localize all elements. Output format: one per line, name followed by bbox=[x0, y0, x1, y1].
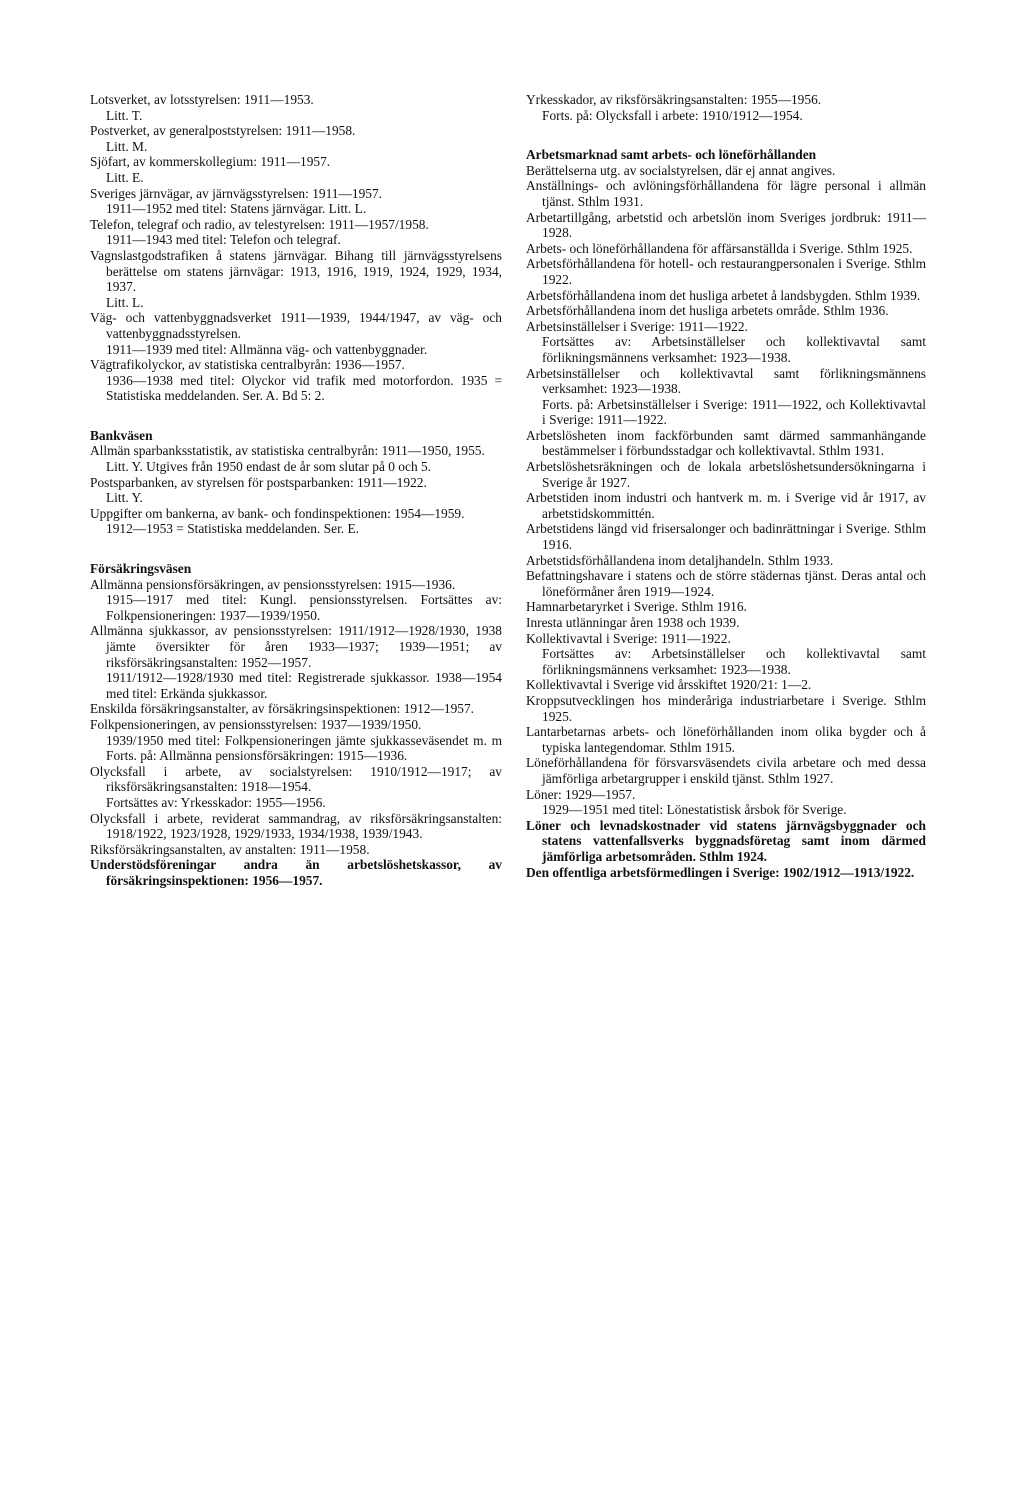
bibliography-entry: Anställnings- och avlöningsförhållandena för lägre personal i allmän tjänst. Sthlm 1931. bbox=[526, 178, 926, 209]
bibliography-entry: Yrkesskador, av riksförsäkringsanstalten: 1955—1956. bbox=[526, 92, 822, 107]
entry-note: Fortsättes av: Arbetsinställelser och kollektivavtal samt förlikningsmännens verksamhet: 1923—1938. bbox=[542, 334, 926, 365]
bibliography-entry: Befattningshavare i statens och de större städernas tjänst. Deras antal och löneförmåner åren 1919—1924. bbox=[526, 568, 926, 599]
entry-note: 1911/1912—1928/1930 med titel: Registrerade sjukkassor. 1938—1954 med titel: Erkända sjukkassor. bbox=[106, 670, 502, 701]
bibliography-entry: Lantarbetarnas arbets- och löneförhållanden inom olika bygder och å typiska lantegendomar. Sthlm 1915. bbox=[526, 724, 926, 755]
bibliography-entry: Arbetsförhållandena för hotell- och restaurangpersonalen i Sverige. Sthlm 1922. bbox=[526, 256, 926, 287]
entry-note: Litt. M. bbox=[106, 138, 148, 154]
left-column bbox=[90, 92, 502, 889]
entry-note: 1911—1943 med titel: Telefon och telegraf. bbox=[106, 232, 341, 248]
bibliography-entry: Kroppsutvecklingen hos minderåriga industriarbetare i Sverige. Sthlm 1925. bbox=[526, 692, 926, 724]
bibliography-entry: Arbetsinställelser i Sverige: 1911—1922. bbox=[526, 318, 748, 334]
bibliography-entry: Arbetslösheten inom fackförbunden samt därmed sammanhängande bestämmelser i förbundsstadgar och kollektivavtal. Sthlm 1931. bbox=[526, 427, 926, 459]
entry-note: 1911—1939 med titel: Allmänna väg- och vattenbyggnader. bbox=[106, 341, 428, 357]
bibliography-entry: Olycksfall i arbete, reviderat sammandrag, av riksförsäkringsanstalten: 1918/1922, 1923/1928, 1929/1933, 1934/1938, 1939/1943. bbox=[90, 810, 502, 842]
section-heading: Försäkringsväsen bbox=[90, 561, 192, 577]
bibliography-entry: Vagnslastgodstrafiken å statens järnvägar. Bihang till järnvägsstyrelsens berättelse om statens järnvägar: 1913, 1916, 1919, 1924, 1929, 1934, 1937. bbox=[90, 247, 502, 295]
bibliography-entry: Folkpensioneringen, av pensionsstyrelsen: 1937—1939/1950. bbox=[90, 716, 422, 732]
bibliography-entry: Sveriges järnvägar, av järnvägsstyrelsen: 1911—1957. bbox=[90, 185, 382, 201]
bibliography-entry: Vägtrafikolyckor, av statistiska centralbyrån: 1936—1957. bbox=[90, 357, 405, 373]
bibliography-entry: Postsparbanken, av styrelsen för postsparbanken: 1911—1922. bbox=[90, 474, 427, 490]
bibliography-entry: Enskilda försäkringsanstalter, av försäkringsinspektionen: 1912—1957. bbox=[90, 701, 474, 717]
entry-note: Litt. Y. Utgives från 1950 endast de år som slutar på 0 och 5. bbox=[106, 459, 432, 475]
bibliography-entry: Allmänna pensionsförsäkringen, av pensionsstyrelsen: 1915—1936. bbox=[90, 576, 456, 592]
entry-note: Forts. på: Arbetsinställelser i Sverige: 1911—1922, och Kollektivavtal i Sverige: 1911—1922. bbox=[542, 396, 926, 428]
bibliography-entry: Arbets- och löneförhållandena för affärsanställda i Sverige. Sthlm 1925. bbox=[526, 240, 913, 256]
bibliography-entry: Arbetstiden inom industri och hantverk m. m. i Sverige vid år 1917, av arbetstidskommittén. bbox=[526, 490, 926, 521]
bibliography-entry: Arbetartillgång, arbetstid och arbetslön inom Sveriges jordbruk: 1911—1928. bbox=[526, 209, 926, 241]
bibliography-entry: Löneförhållandena för försvarsväsendets civila arbetare och med dessa jämförliga arbetargrupper i enskild tjänst. Sthlm 1927. bbox=[526, 755, 926, 786]
entry-note: Litt. L. bbox=[106, 294, 144, 310]
bibliography-entry: Allmän sparbanksstatistik, av statistiska centralbyrån: 1911—1950, 1955. bbox=[90, 443, 485, 459]
bibliography-entry: Sjöfart, av kommerskollegium: 1911—1957. bbox=[90, 154, 331, 170]
entry-note: 1939/1950 med titel: Folkpensioneringen jämte sjukkasseväsendet m. m Forts. på: Allmänna pensionsförsäkringen: 1915—1936. bbox=[106, 732, 502, 764]
bibliography-entry: Hamnarbetaryrket i Sverige. Sthlm 1916. bbox=[526, 599, 747, 615]
entry-note: 1936—1938 med titel: Olyckor vid trafik med motorfordon. 1935 = Statistiska meddelanden. Ser. A. Bd 5: 2. bbox=[106, 372, 502, 404]
right-column bbox=[526, 92, 926, 880]
entry-note: Litt. E. bbox=[106, 169, 144, 185]
bibliography-entry: Lotsverket, av lotsstyrelsen: 1911—1953. bbox=[90, 92, 314, 107]
bibliography-entry: Arbetsinställelser och kollektivavtal samt förlikningsmännens verksamhet: 1923—1938. bbox=[526, 365, 926, 397]
bibliography-entry: Arbetsförhållandena inom det husliga arbetet å landsbygden. Sthlm 1939. bbox=[526, 287, 921, 303]
bibliography-entry: Löner: 1929—1957. bbox=[526, 786, 636, 802]
bibliography-entry: Arbetstidsförhållandena inom detaljhandeln. Sthlm 1933. bbox=[526, 552, 834, 568]
bibliography-entry: Inresta utlänningar åren 1938 och 1939. bbox=[526, 615, 740, 630]
bibliography-entry: Arbetslöshetsräkningen och de lokala arbetslöshetsundersökningarna i Sverige år 1927. bbox=[526, 459, 926, 490]
entry-note: Litt. Y. bbox=[106, 490, 143, 506]
entry-note: 1912—1953 = Statistiska meddelanden. Ser. E. bbox=[106, 521, 360, 537]
section-heading: Arbetsmarknad samt arbets- och löneförhållanden bbox=[526, 147, 817, 163]
bibliography-entry: Riksförsäkringsanstalten, av anstalten: 1911—1958. bbox=[90, 841, 370, 857]
bibliography-entry: Postverket, av generalpoststyrelsen: 1911—1958. bbox=[90, 123, 356, 139]
bibliography-entry: Kollektivavtal i Sverige vid årsskiftet 1920/21: 1—2. bbox=[526, 677, 812, 693]
bibliography-entry: Allmänna sjukkassor, av pensionsstyrelsen: 1911/1912—1928/1930, 1938 jämte översikter för åren 1933—1937; 1939—1951; av riksförsäkringsanstalten: 1952—1957. bbox=[90, 623, 502, 670]
bibliography-entry: Arbetstidens längd vid frisersalonger och badinrättningar i Sverige. Sthlm 1916. bbox=[526, 521, 926, 553]
bibliography-entry: Understödsföreningar andra än arbetslöshetskassor, av försäkringsinspektionen: 1956—1957. bbox=[90, 857, 502, 888]
entry-note: 1911—1952 med titel: Statens järnvägar. Litt. L. bbox=[106, 201, 367, 217]
entry-note: Fortsättes av: Yrkesskador: 1955—1956. bbox=[106, 794, 326, 810]
section-heading: Bankväsen bbox=[90, 427, 153, 443]
entry-note: 1915—1917 med titel: Kungl. pensionsstyrelsen. Fortsättes av: Folkpensioneringen: 1937—1939/1950. bbox=[106, 592, 502, 623]
entry-note: Fortsättes av: Arbetsinställelser och kollektivavtal samt förlikningsmännens verksamhet: 1923—1938. bbox=[542, 646, 926, 677]
entry-note: 1929—1951 med titel: Lönestatistisk årsbok för Sverige. bbox=[542, 802, 847, 818]
bibliography-entry: Kollektivavtal i Sverige: 1911—1922. bbox=[526, 630, 731, 646]
bibliography-entry: Den offentliga arbetsförmedlingen i Sverige: 1902/1912—1913/1922. bbox=[526, 864, 915, 880]
bibliography-entry: Uppgifter om bankerna, av bank- och fondinspektionen: 1954—1959. bbox=[90, 505, 465, 521]
bibliography-entry: Löner och levnadskostnader vid statens järnvägsbyggnader och statens vattenfallsverks byggnadsföretag samt inom därmed jämförliga arbetsområden. Sthlm 1924. bbox=[526, 817, 926, 864]
bibliography-entry: Olycksfall i arbete, av socialstyrelsen: 1910/1912—1917; av riksförsäkringsanstalten: 1918—1954. bbox=[90, 763, 502, 795]
entry-note: Litt. T. bbox=[106, 107, 143, 123]
bibliography-entry: Telefon, telegraf och radio, av telestyrelsen: 1911—1957/1958. bbox=[90, 216, 429, 232]
bibliography-entry: Berättelserna utg. av socialstyrelsen, där ej annat angives. bbox=[526, 162, 836, 178]
entry-note: Forts. på: Olycksfall i arbete: 1910/1912—1954. bbox=[542, 107, 803, 123]
bibliography-entry: Väg- och vattenbyggnadsverket 1911—1939, 1944/1947, av väg- och vattenbyggnadsstyrelsen. bbox=[90, 310, 502, 341]
bibliography-entry: Arbetsförhållandena inom det husliga arbetets område. Sthlm 1936. bbox=[526, 303, 889, 319]
